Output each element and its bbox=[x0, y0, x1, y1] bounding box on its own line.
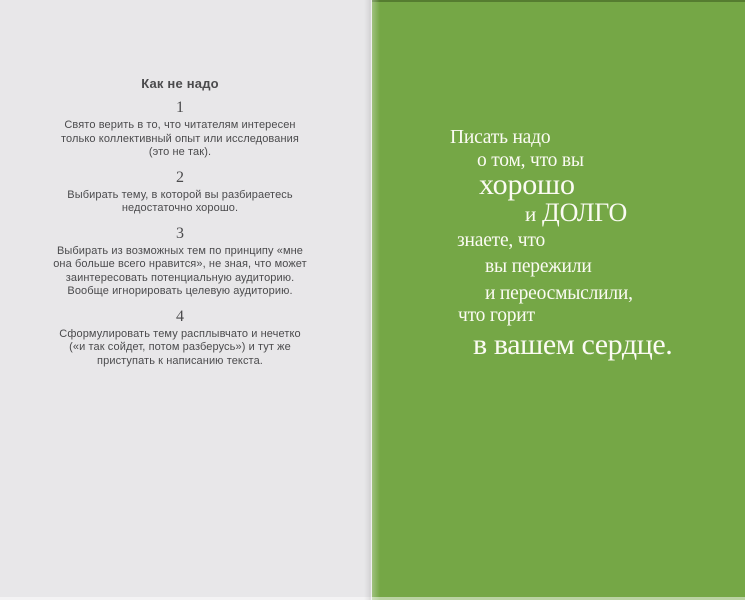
item-text-line: она больше всего нравится», не зная, что может bbox=[53, 258, 307, 270]
quote-line: знаете, что bbox=[457, 230, 545, 251]
right-page bbox=[372, 0, 745, 600]
quote-line: и переосмыслили, bbox=[485, 283, 633, 304]
dont-item-4 bbox=[25, 307, 335, 369]
quote-line-emphasis: в вашем сердце. bbox=[473, 328, 673, 361]
item-text-line: Вообще игнорировать целевую аудиторию. bbox=[67, 285, 293, 297]
item-text-line: («и так сойдет, потом разберусь») и тут же bbox=[69, 341, 291, 353]
quote-block bbox=[450, 124, 672, 365]
item-number: 2 bbox=[176, 168, 184, 186]
quote-word-caps: ДОЛГО bbox=[542, 198, 628, 227]
quote-line-emphasis: хорошо bbox=[479, 168, 575, 201]
item-text-line: Сформулировать тему расплывчато и нечетко bbox=[59, 327, 301, 340]
dont-item-1 bbox=[25, 101, 335, 160]
dont-item-3 bbox=[25, 224, 335, 299]
dont-list bbox=[25, 70, 335, 368]
item-text-line: только коллективный опыт или исследования bbox=[61, 132, 299, 145]
item-number: 1 bbox=[176, 99, 184, 116]
quote-line: вы пережили bbox=[485, 256, 592, 277]
dont-item-2 bbox=[25, 168, 335, 216]
page-spine-edge bbox=[372, 0, 380, 600]
item-number: 4 bbox=[176, 307, 184, 325]
item-number: 3 bbox=[176, 224, 184, 242]
quote-line: о том, что вы bbox=[477, 150, 584, 171]
item-text-line: заинтересовать потенциальную аудиторию. bbox=[65, 271, 295, 284]
page-title: Как не надо bbox=[141, 76, 219, 91]
quote-line: что горит bbox=[458, 305, 535, 326]
item-text-line: недостаточно хорошо. bbox=[121, 202, 239, 214]
item-text-line: приступать к написанию текста. bbox=[97, 354, 263, 367]
left-page bbox=[0, 0, 372, 600]
item-text-line: Выбирать из возможных тем по принципу «мне bbox=[56, 244, 304, 257]
quote-line-emphasis bbox=[525, 199, 672, 228]
quote-line: Писать надо bbox=[450, 127, 551, 148]
quote-word: и bbox=[525, 202, 537, 226]
item-text-line: (это не так). bbox=[148, 146, 212, 158]
item-text-line: Свято верить в то, что читателям интересен bbox=[64, 119, 296, 131]
item-text-line: Выбирать тему, в которой вы разбираетесь bbox=[67, 188, 293, 201]
